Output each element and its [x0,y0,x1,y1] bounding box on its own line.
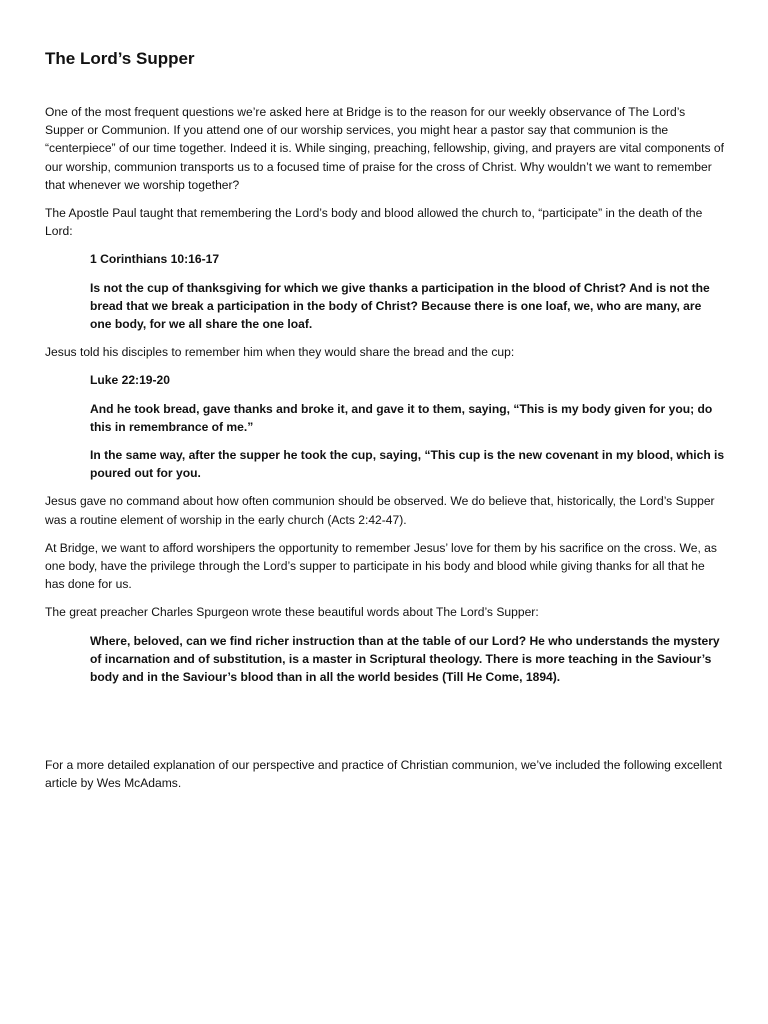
scripture-quote-corinthians: Is not the cup of thanksgiving for which we give thanks a participation in the blood of Christ? And is not the bread that we break a participation in the body of Christ? Because there is one loaf, we, who are many, are one body, for we all share the one loaf. [90,280,710,332]
scripture-quote-luke-cup: In the same way, after the supper he took the cup, saying, “This cup is the new covenant in my blood, which is poured out for you. [90,448,725,481]
blank-space [45,696,725,756]
paragraph-no-command: Jesus gave no command about how often communion should be observed. We do believe that, historically, the Lord’s Supper was a routine element of worship in the early church (Acts 2:42-47). [45,494,715,527]
paragraph-at-bridge: At Bridge, we want to afford worshipers the opportunity to remember Jesus’ love for them by his sacrifice on the cross. We, as one body, have the privilege through the Lord’s supper to participate in his body and blood while giving thanks for all that he has done for us. [45,540,717,592]
document-page [45,48,725,803]
page-title: The Lord’s Supper [45,49,195,68]
spurgeon-quote: Where, beloved, can we find richer instruction than at the table of our Lord? He who understands the mystery of incarnation and of substitution, is a master in Scriptural theology. There is more teaching in the Saviour’s body and in the Saviour’s blood than in all the world besides (Till He Come, 1894). [90,633,720,685]
paragraph-article-reference: For a more detailed explanation of our perspective and practice of Christian communion, we’ve included the following excellent article by Wes McAdams. [45,758,722,791]
paragraph-apostle-paul: The Apostle Paul taught that remembering the Lord’s body and blood allowed the church to, “participate” in the death of the Lord: [45,206,703,239]
scripture-quote-luke-bread: And he took bread, gave thanks and broke it, and gave it to them, saying, “This is my body given for you; do this in remembrance of me.” [90,401,713,434]
paragraph-intro: One of the most frequent questions we’re asked here at Bridge is to the reason for our weekly observance of The Lord’s Supper or Communion. If you attend one of our worship services, you might hear a pastor say that communion is the “centerpiece” of our time together. Indeed it is. While singing, preaching, fellowship, giving, and prayers are vital components of our worship, communion transports us to a focused time of praise for the cross of Christ. Why wouldn’t we want to remember that whenever we worship together? [45,105,724,192]
scripture-reference-luke: Luke 22:19-20 [90,373,170,388]
paragraph-spurgeon-intro: The great preacher Charles Spurgeon wrote these beautiful words about The Lord’s Supper: [45,605,539,620]
scripture-reference-corinthians: 1 Corinthians 10:16-17 [90,252,220,267]
paragraph-jesus-told: Jesus told his disciples to remember him when they would share the bread and the cup: [45,345,515,360]
